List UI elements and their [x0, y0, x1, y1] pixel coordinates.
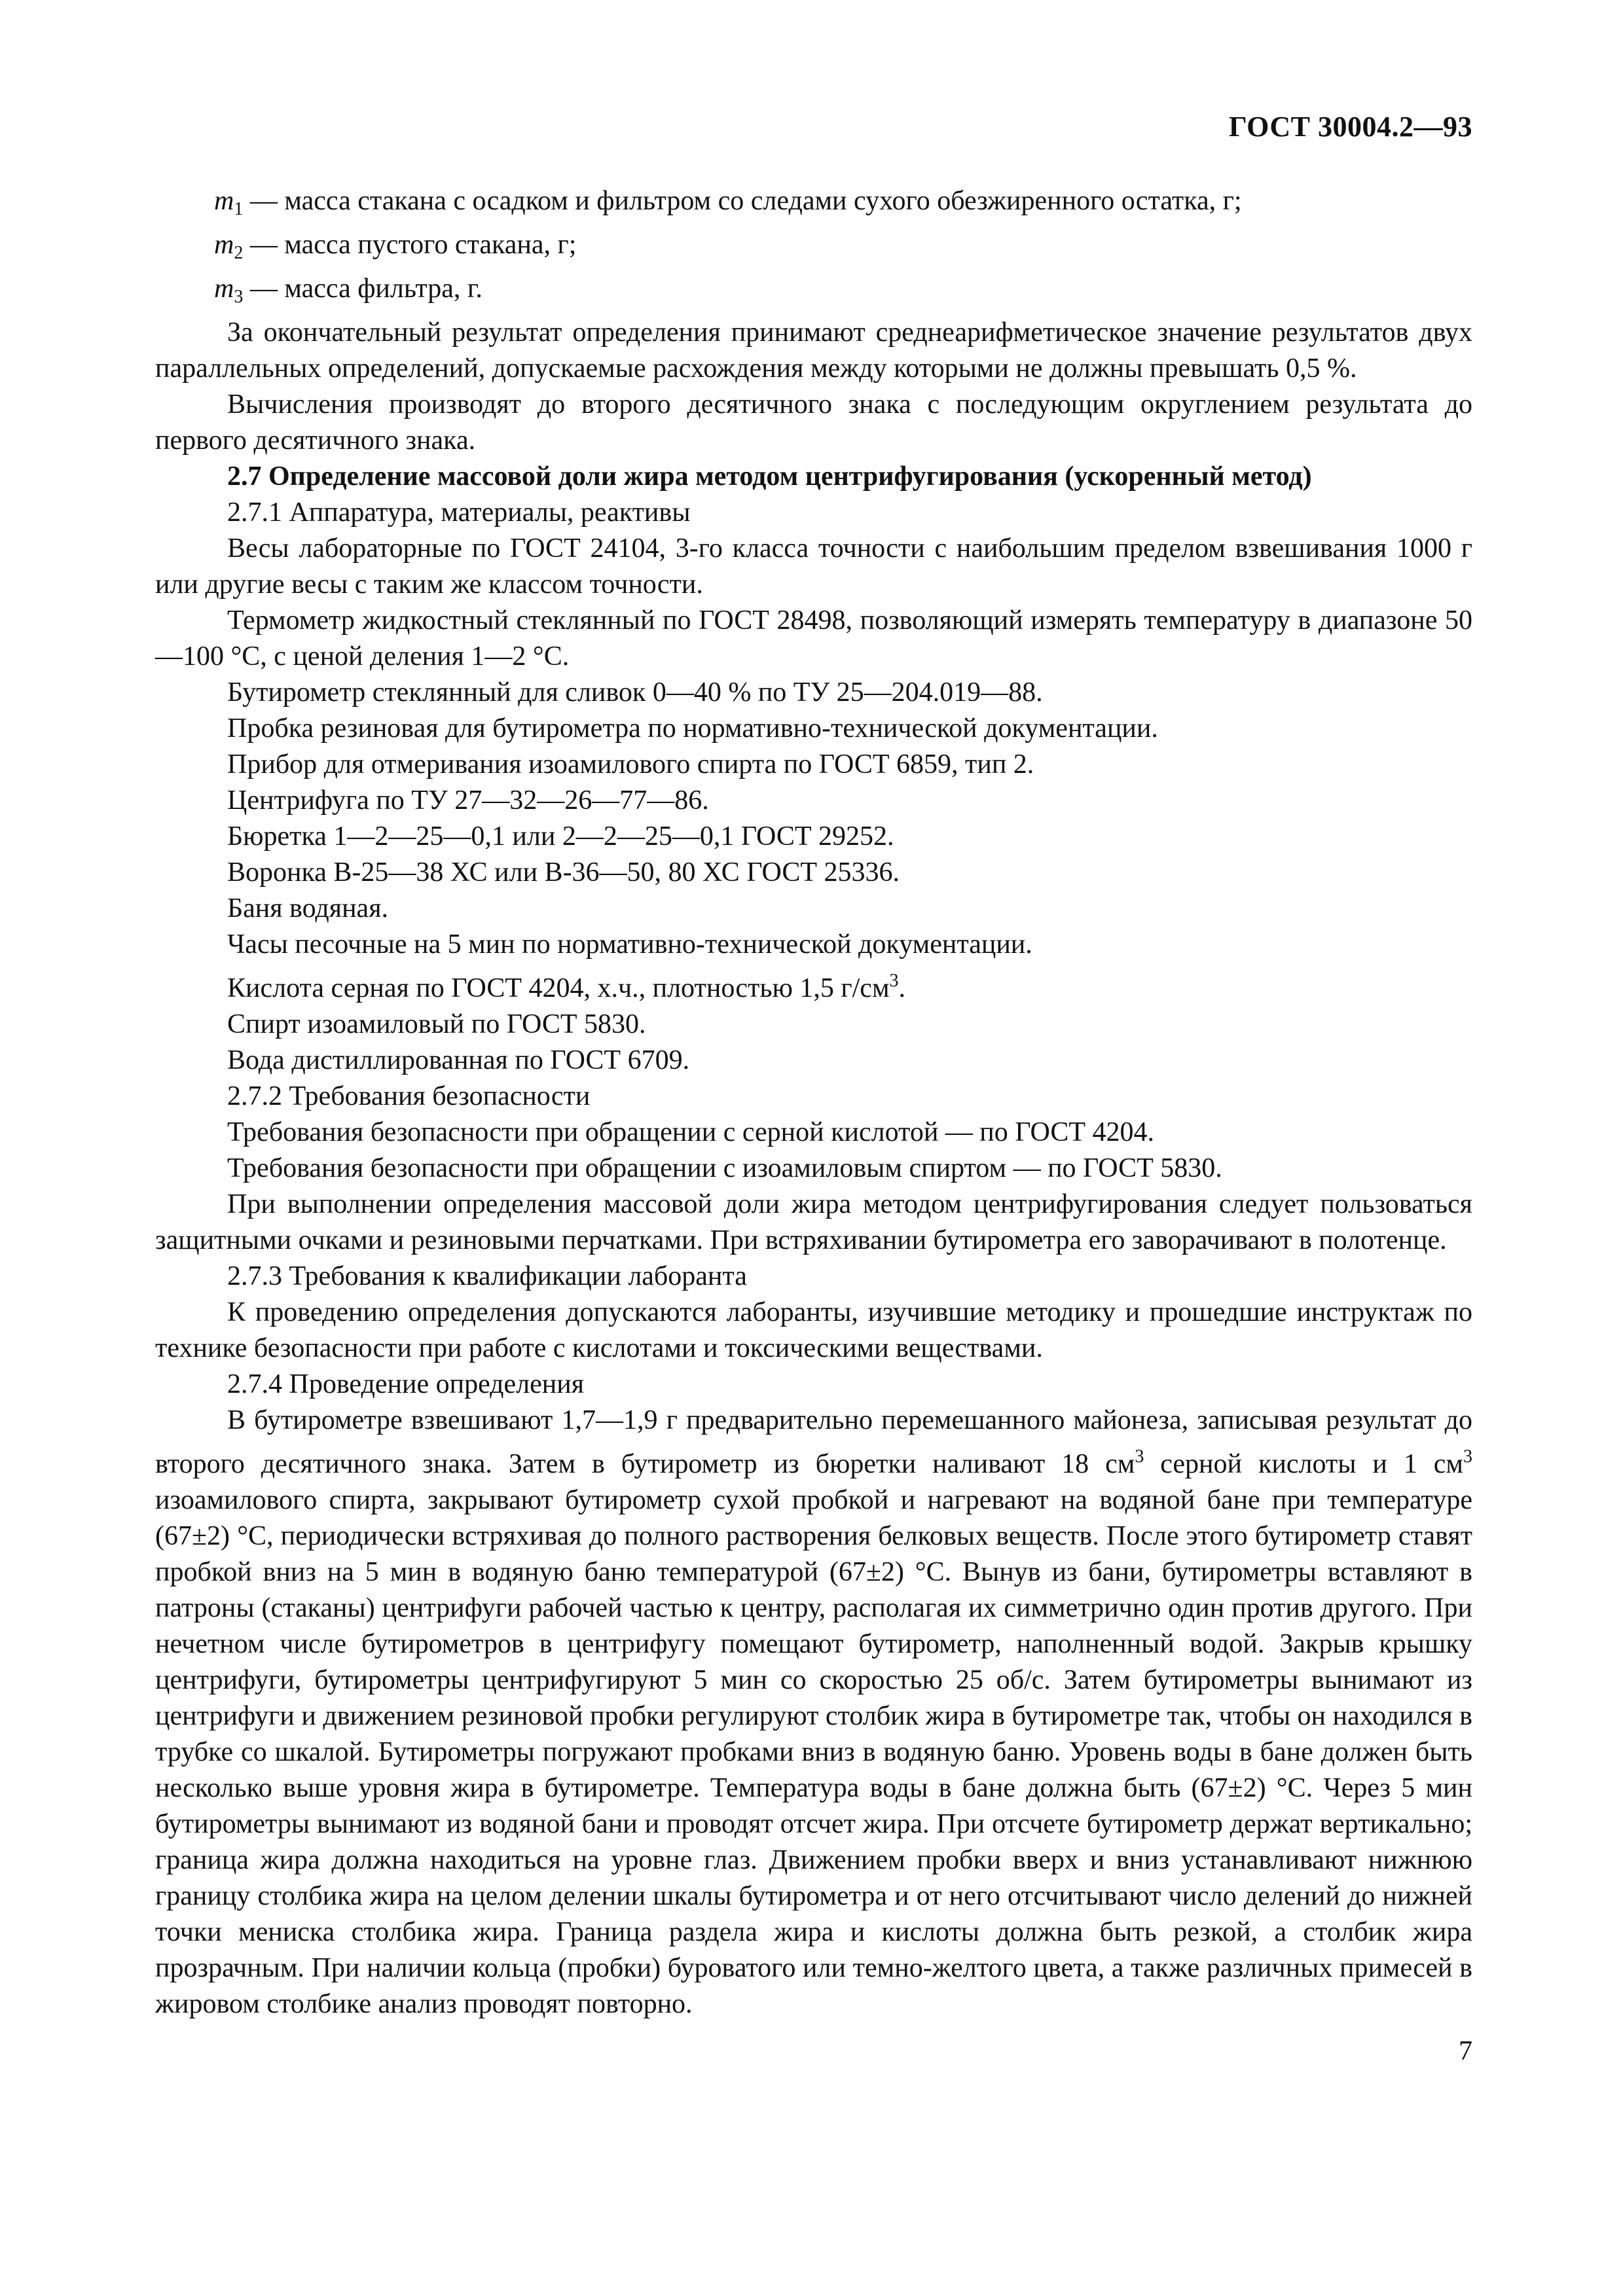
equipment-item: Спирт изоамиловый по ГОСТ 5830. — [227, 1009, 646, 1039]
procedure-text: изоамилового спирта, закрывают бутирометр сухой пробкой и нагревают на водяной бане при температуре (67±2) °С, периодически встряхивая до полного растворения белковых веществ. После этого бутирометр ставят пробкой вниз на 5 мин в водяную баню температурой (67±2) °С. Вынув из бани, бутирометры вставляют в патроны (стаканы) центрифуги рабочей частью к центру, располагая их симметрично один против другого. При нечетном числе бутирометров в центрифугу помещают бутирометр, наполненный водой. Закрыв крышку центрифуги, бутирометры центрифугируют 5 мин со скоростью 25 об/с. Затем бутирометры вынимают из центрифуги и движением резиновой пробки регулируют столбик жира в бутирометре так, чтобы он находился в трубке со шкалой. Бутирометры погружают пробками вниз в водяную баню. Уровень воды в бане должен быть несколько выше уровня жира в бутирометре. Температура воды в бане должна быть (67±2) °С. Через 5 мин бутирометры вынимают из водяной бани и проводят отсчет жира. При отсчете бутирометр держат вертикально; граница жира должна находиться на уровне глаз. Движением пробки вверх и вниз устанавливают нижнюю границу столбика жира на целом делении шкалы бутирометра и от него отсчитывают число делений до нижней точки мениска столбика жира. Граница раздела жира и кислоты должна быть резкой, а столбик жира прозрачным. При наличии кольца (пробки) буроватого или темно-желтого цвета, а также различных примесей в жировом столбике анализ проводят повторно. — [155, 1485, 1472, 2019]
paragraph-result: За окончательный результат определения принимают среднеарифметическое значение результатов двух параллельных определений, допускаемые расхождения между которыми не должны превышать 0,5 %. — [155, 317, 1472, 384]
symbol-variable: m — [214, 274, 234, 304]
section-heading: 2.7 Определение массовой доли жира методом центрифугирования (ускоренный метод) — [227, 461, 1312, 492]
symbol-description: — масса пустого стакана, г; — [243, 230, 577, 260]
procedure-text: серной кислоты и 1 см — [1144, 1449, 1463, 1479]
superscript: 3 — [1463, 1446, 1472, 1467]
symbol-subscript: 3 — [234, 287, 244, 307]
equipment-item: Бюретка 1—2—25—0,1 или 2—2—25—0,1 ГОСТ 29252. — [227, 821, 894, 852]
subsection-heading: 2.7.1 Аппаратура, материалы, реактивы — [227, 497, 691, 528]
superscript: 3 — [889, 971, 899, 991]
symbol-definition — [155, 227, 1472, 271]
symbol-description: — масса стакана с осадком и фильтром со следами сухого обезжиренного остатка, г; — [243, 186, 1242, 216]
symbol-definition — [155, 183, 1472, 227]
equipment-item: Бутирометр стеклянный для сливок 0—40 % по ТУ 25—204.019—88. — [227, 677, 1043, 708]
acid-text: Кислота серная по ГОСТ 4204, х.ч., плотностью 1,5 г/см — [227, 973, 890, 1003]
symbol-description: — масса фильтра, г. — [243, 274, 483, 304]
symbol-variable: m — [214, 230, 234, 260]
subsection-heading: 2.7.2 Требования безопасности — [227, 1081, 591, 1111]
equipment-item: Прибор для отмеривания изоамилового спирта по ГОСТ 6859, тип 2. — [227, 749, 1034, 780]
equipment-item: Баня водяная. — [227, 893, 389, 924]
symbol-subscript: 2 — [234, 243, 244, 263]
equipment-item — [155, 963, 1472, 1007]
safety-item: Требования безопасности при обращении с изоамиловым спиртом — по ГОСТ 5830. — [227, 1153, 1222, 1183]
subsection-heading: 2.7.3 Требования к квалификации лаборанта — [227, 1261, 747, 1291]
paragraph-qualification: К проведению определения допускаются лаборанты, изучившие методику и прошедшие инструктаж по технике безопасности при работе с кислотами и токсическими веществами. — [155, 1297, 1472, 1363]
acid-end: . — [898, 973, 906, 1003]
procedure-text: В бутирометре взвешивают 1,7—1,9 г предварительно перемешанного майонеза, записывая результат до второго десятичного знака. Затем в бутирометр из бюретки наливают 18 см — [155, 1405, 1472, 1479]
equipment-item: Термометр жидкостный стеклянный по ГОСТ 28498, позволяющий измерять температуру в диапазоне 50—100 °С, с ценой деления 1—2 °С. — [155, 605, 1472, 672]
symbol-variable: m — [214, 186, 234, 216]
page-number: 7 — [1459, 2036, 1472, 2066]
document-header: ГОСТ 30004.2—93 — [1228, 111, 1472, 143]
equipment-item: Центрифуга по ТУ 27—32—26—77—86. — [227, 785, 709, 816]
equipment-item: Часы песочные на 5 мин по нормативно-технической документации. — [227, 929, 1032, 960]
equipment-item: Воронка В-25—38 ХС или В-36—50, 80 ХС ГОСТ 25336. — [227, 857, 900, 888]
document-body — [155, 183, 1472, 2022]
paragraph-calculation: Вычисления производят до второго десятичного знака с последующим округлением результата до первого десятичного знака. — [155, 389, 1472, 456]
equipment-item: Пробка резиновая для бутирометра по нормативно-технической документации. — [227, 713, 1158, 744]
equipment-item: Вода дистиллированная по ГОСТ 6709. — [227, 1045, 690, 1075]
safety-item: Требования безопасности при обращении с серной кислотой — по ГОСТ 4204. — [227, 1117, 1155, 1147]
symbol-definition — [155, 271, 1472, 315]
safety-item: При выполнении определения массовой доли жира методом центрифугирования следует пользоваться защитными очками и резиновыми перчатками. При встряхивании бутирометра его заворачивают в полотенце. — [155, 1189, 1472, 1255]
equipment-item: Весы лабораторные по ГОСТ 24104, 3-го класса точности с наибольшим пределом взвешивания 1000 г или другие весы с таким же классом точности. — [155, 533, 1472, 600]
symbol-subscript: 1 — [234, 199, 244, 219]
superscript: 3 — [1135, 1446, 1144, 1467]
subsection-heading: 2.7.4 Проведение определения — [227, 1369, 585, 1399]
paragraph-procedure — [155, 1403, 1472, 2022]
